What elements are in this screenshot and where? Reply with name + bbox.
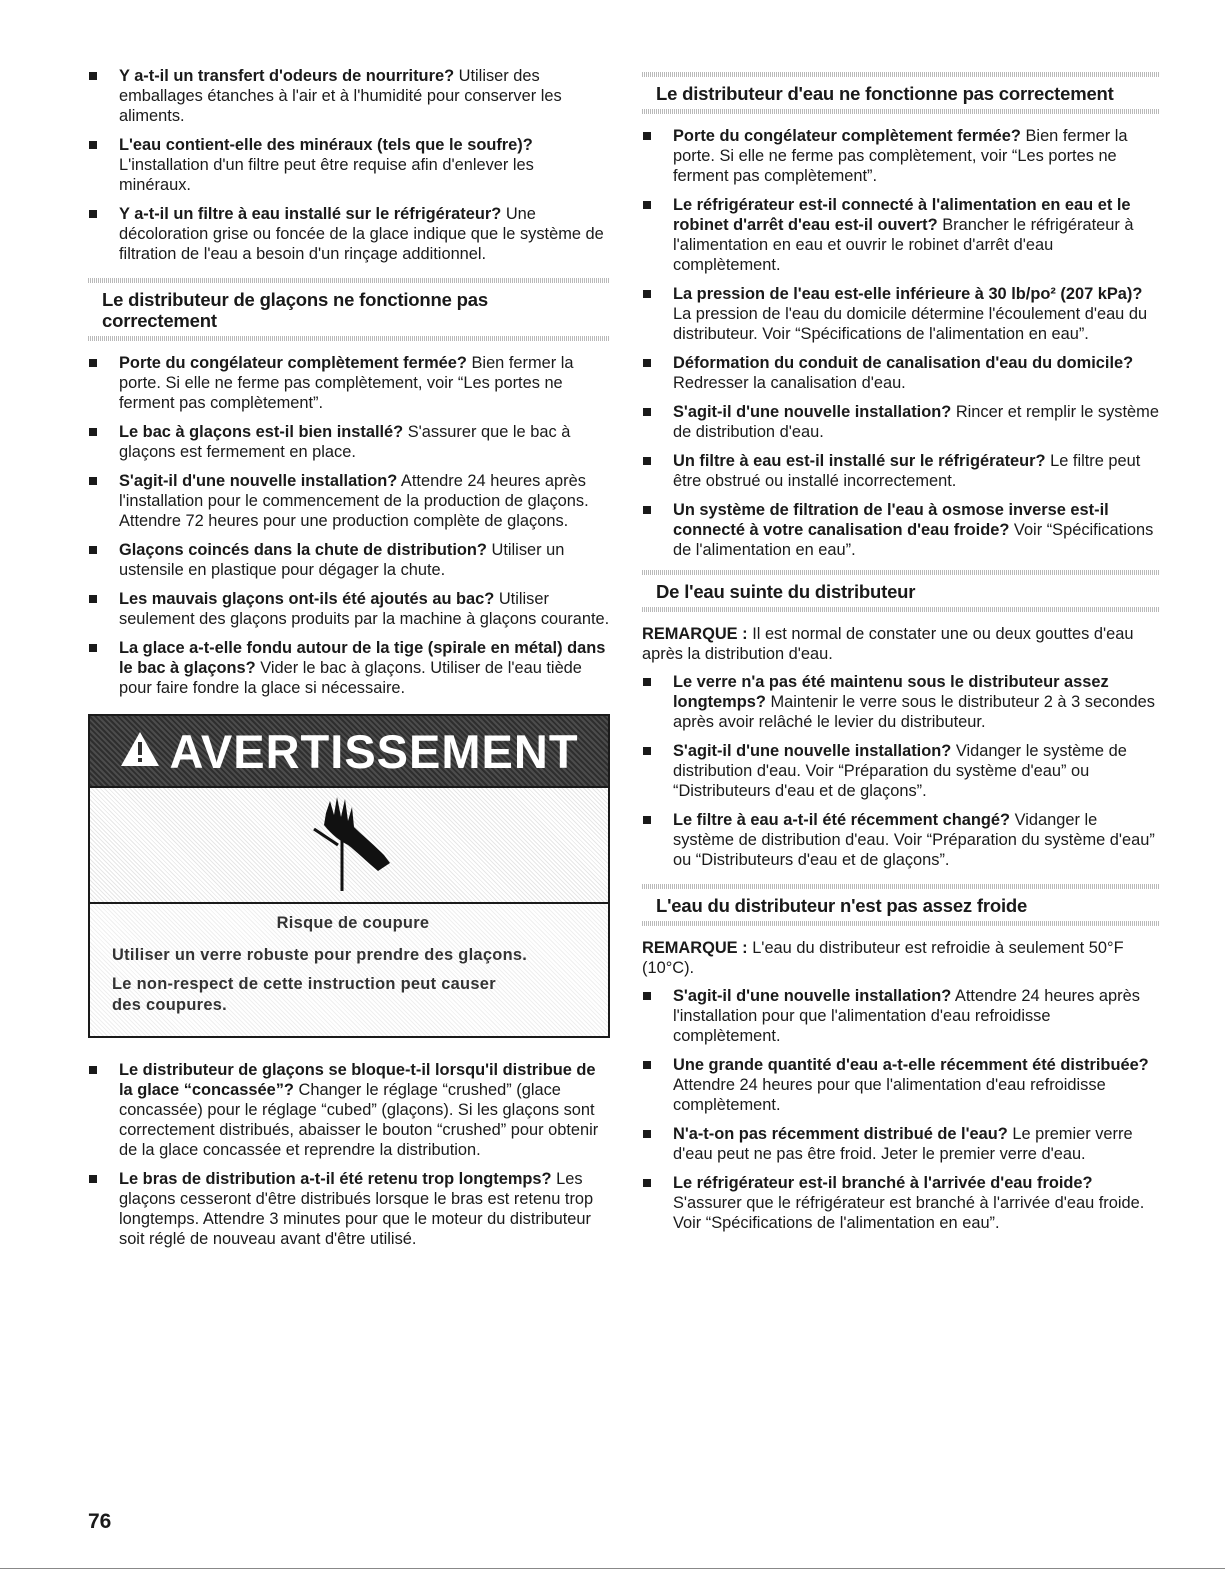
bottom-divider [0, 1568, 1225, 1569]
list-item: S'agit-il d'une nouvelle installation? Vidanger le système de distribution d'eau. Voir “Préparation du système d'eau” ou “Distributeurs d'eau et de glaçons”. [642, 741, 1160, 801]
list-item: Le réfrigérateur est-il connecté à l'alimentation en eau et le robinet d'arrêt d'eau est-il ouvert? Brancher le réfrigérateur à l'alimentation en eau et ouvrir le robinet d'arrêt d'eau complètement. [642, 195, 1160, 275]
list-item: Un filtre à eau est-il installé sur le réfrigérateur? Le filtre peut être obstrué ou installé incorrectement. [642, 451, 1160, 491]
warning-body [90, 904, 608, 1036]
list-item: Déformation du conduit de canalisation d'eau du domicile? Redresser la canalisation d'eau. [642, 353, 1160, 393]
list-item: La pression de l'eau est-elle inférieure à 30 lb/po² (207 kPa)? La pression de l'eau du domicile détermine l'écoulement d'eau du distributeur. Voir “Spécifications de l'alimentation en eau”. [642, 284, 1160, 344]
odor-checklist [88, 66, 610, 264]
list-item: Le bras de distribution a-t-il été retenu trop longtemps? Les glaçons cesseront d'être distribués lorsque le bras est retenu trop longtemps. Attendre 3 minutes pour que le moteur du distributeur soit réglé de nouveau avant d'être utilisé. [88, 1169, 610, 1249]
warning-box [88, 714, 610, 1038]
list-item: Y a-t-il un filtre à eau installé sur le réfrigérateur? Une décoloration grise ou foncée de la glace indique que le système de filtration de l'eau a besoin d'un rinçage additionnel. [88, 204, 610, 264]
warning-banner [90, 716, 608, 788]
hand-cut-icon [304, 795, 394, 895]
warning-consequence: Le non-respect de cette instruction peut causer des coupures. [112, 975, 496, 1014]
list-item: Le filtre à eau a-t-il été récemment changé? Vidanger le système de distribution d'eau. Voir “Préparation du système d'eau” ou “Distributeurs d'eau et de glaçons”. [642, 810, 1160, 870]
warning-triangle-icon [119, 730, 161, 773]
list-item: S'agit-il d'une nouvelle installation? Attendre 24 heures après l'installation pour que l'alimentation d'eau refroidisse complètement. [642, 986, 1160, 1046]
list-item: Le bac à glaçons est-il bien installé? S'assurer que le bac à glaçons est fermement en place. [88, 422, 610, 462]
left-column [88, 66, 610, 1258]
ice-dispenser-checklist [88, 353, 610, 698]
list-item: Y a-t-il un transfert d'odeurs de nourriture? Utiliser des emballages étanches à l'air et à l'humidité pour conserver les aliments. [88, 66, 610, 126]
list-item: Le distributeur de glaçons se bloque-t-il lorsqu'il distribue de la glace “concassée”? Changer le réglage “crushed” (glace concassée) pour le réglage “cubed” (glaçons). Si les glaçons sont correctement distribués, abaisser le bouton “crushed” pour obtenir de la glace concassée et reprendre la distribution. [88, 1060, 610, 1160]
section-title: Le distributeur de glaçons ne fonctionne pas correctement [102, 289, 488, 331]
note-leaking: REMARQUE : Il est normal de constater une ou deux gouttes d'eau après la distribution d'eau. [642, 625, 1134, 663]
crushed-ice-checklist [88, 1060, 610, 1249]
warning-instruction: Utiliser un verre robuste pour prendre des glaçons. [112, 946, 528, 964]
water-dispenser-checklist [642, 126, 1160, 560]
list-item: Glaçons coincés dans la chute de distribution? Utiliser un ustensile en plastique pour dégager la chute. [88, 540, 610, 580]
page-number: 76 [88, 1510, 112, 1533]
list-item: Le verre n'a pas été maintenu sous le distributeur assez longtemps? Maintenir le verre sous le distributeur 2 à 3 secondes après avoir relâché le levier du distributeur. [642, 672, 1160, 732]
section-header-water-dispenser [642, 72, 1160, 114]
list-item: S'agit-il d'une nouvelle installation? Rincer et remplir le système de distribution d'eau. [642, 402, 1160, 442]
note-not-cold: REMARQUE : L'eau du distributeur est refroidie à seulement 50°F (10°C). [642, 939, 1124, 977]
section-title: De l'eau suinte du distributeur [656, 581, 916, 602]
cut-hazard-pictogram [90, 788, 608, 904]
section-title: Le distributeur d'eau ne fonctionne pas correctement [656, 83, 1114, 104]
list-item: Un système de filtration de l'eau à osmose inverse est-il connecté à votre canalisation d'eau froide? Voir “Spécifications de l'alimentation en eau”. [642, 500, 1160, 560]
not-cold-checklist [642, 986, 1160, 1233]
list-item: La glace a-t-elle fondu autour de la tige (spirale en métal) dans le bac à glaçons? Vider le bac à glaçons. Utiliser de l'eau tiède pour faire fondre la glace si nécessaire. [88, 638, 610, 698]
section-header-ice-dispenser [88, 278, 610, 341]
list-item: L'eau contient-elle des minéraux (tels que le soufre)? L'installation d'un filtre peut être requise afin d'enlever les minéraux. [88, 135, 610, 195]
list-item: S'agit-il d'une nouvelle installation? Attendre 24 heures après l'installation pour le commencement de la production de glaçons. Attendre 72 heures pour une production complète de glaçons. [88, 471, 610, 531]
list-item: Porte du congélateur complètement fermée? Bien fermer la porte. Si elle ne ferme pas complètement, voir “Les portes ne ferment pas complètement”. [642, 126, 1160, 186]
list-item: Une grande quantité d'eau a-t-elle récemment été distribuée? Attendre 24 heures pour que l'alimentation d'eau refroidisse complètement. [642, 1055, 1160, 1115]
leaking-checklist [642, 672, 1160, 870]
list-item: Les mauvais glaçons ont-ils été ajoutés au bac? Utiliser seulement des glaçons produits par la machine à glaçons courante. [88, 589, 610, 629]
warning-title: Risque de coupure [276, 914, 430, 932]
list-item: Porte du congélateur complètement fermée? Bien fermer la porte. Si elle ne ferme pas complètement, voir “Les portes ne ferment pas complètement”. [88, 353, 610, 413]
warning-banner-text: AVERTISSEMENT [169, 724, 579, 778]
right-column [642, 72, 1160, 1242]
section-title: L'eau du distributeur n'est pas assez froide [656, 895, 1028, 916]
list-item: Le réfrigérateur est-il branché à l'arrivée d'eau froide? S'assurer que le réfrigérateur est branché à l'arrivée d'eau froide. Voir “Spécifications de l'alimentation en eau”. [642, 1173, 1160, 1233]
section-header-not-cold [642, 884, 1160, 926]
list-item: N'a-t-on pas récemment distribué de l'eau? Le premier verre d'eau peut ne pas être froid. Jeter le premier verre d'eau. [642, 1124, 1160, 1164]
section-header-leaking [642, 570, 1160, 612]
